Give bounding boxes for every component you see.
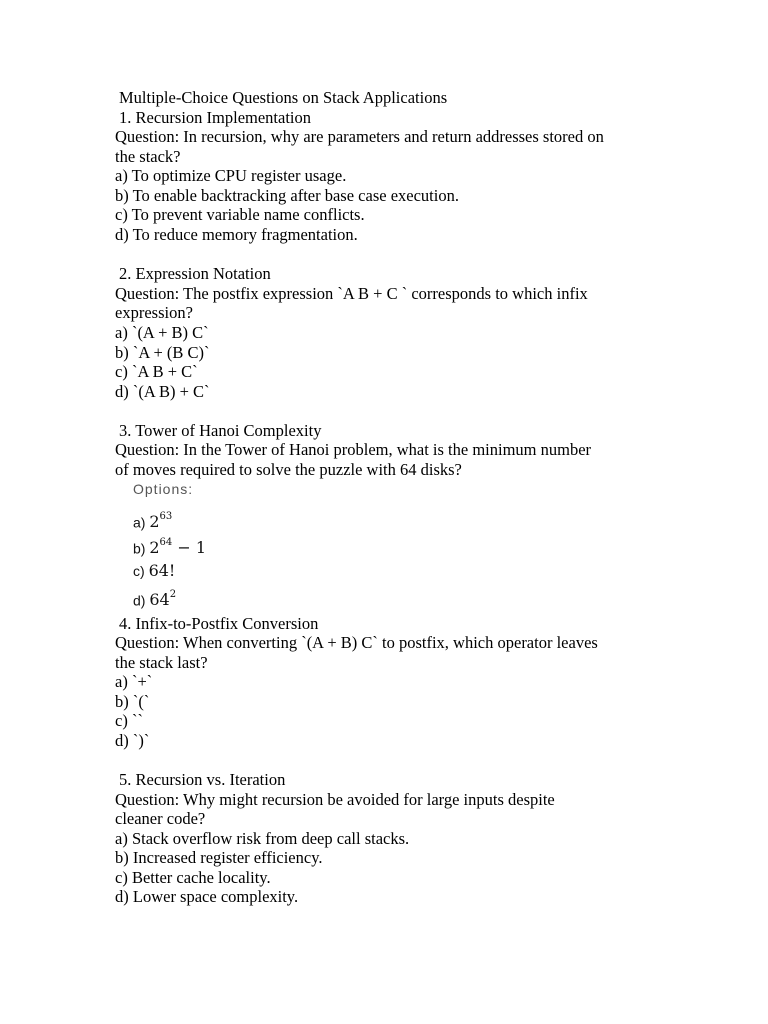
q2-question-line1: Question: The postfix expression `A B + C ` corresponds to which infix	[115, 284, 588, 303]
q3-options-label-cutoff: Options:	[133, 481, 194, 497]
q3-option-b	[133, 535, 206, 558]
q2-question-line2: expression?	[115, 303, 193, 322]
q3-option-c	[133, 561, 175, 581]
q1-question-line1: Question: In recursion, why are parameters and return addresses stored on	[115, 127, 604, 146]
q3-option-d	[133, 587, 176, 610]
q4-question-line1: Question: When converting `(A + B) C` to postfix, which operator leaves	[115, 633, 598, 652]
q4-option-d: d) `)`	[115, 731, 150, 750]
q3-heading: 3. Tower of Hanoi Complexity	[119, 421, 322, 440]
q1-option-b: b) To enable backtracking after base case execution.	[115, 186, 459, 205]
q2-option-b: b) `A + (B C)`	[115, 343, 210, 362]
q1-heading: 1. Recursion Implementation	[119, 108, 311, 127]
q3-option-b-expr: $2^{64} - 1$	[149, 537, 207, 558]
q5-question-line2: cleaner code?	[115, 809, 206, 828]
q2-heading: 2. Expression Notation	[119, 264, 271, 283]
q1-option-c: c) To prevent variable name conflicts.	[115, 205, 365, 224]
q3-option-c-label: c)	[133, 563, 145, 579]
q5-option-b: b) Increased register efficiency.	[115, 848, 323, 867]
q5-option-d: d) Lower space complexity.	[115, 887, 299, 906]
q3-question-line1: Question: In the Tower of Hanoi problem, what is the minimum number	[115, 440, 592, 459]
q4-option-a: a) `+`	[115, 672, 153, 691]
q3-question-line2: of moves required to solve the puzzle with 64 disks?	[115, 460, 462, 479]
q3-option-c-expr: 64!	[148, 561, 176, 580]
q4-option-c: c) ``	[115, 711, 143, 730]
q3-option-a-expr: $2^{63}$	[149, 511, 173, 532]
q1-question-line2: the stack?	[115, 147, 181, 166]
q3-option-a	[133, 509, 172, 532]
q3-option-b-label: b)	[133, 540, 146, 557]
document-title: Multiple-Choice Questions on Stack Applications	[119, 88, 448, 107]
q5-option-a: a) Stack overflow risk from deep call stacks.	[115, 829, 410, 848]
q4-option-b: b) `(`	[115, 692, 150, 711]
q2-option-a: a) `(A + B) C`	[115, 323, 209, 342]
q3-option-a-label: a)	[133, 514, 146, 531]
q5-option-c: c) Better cache locality.	[115, 868, 271, 887]
q4-question-line2: the stack last?	[115, 653, 208, 672]
q1-option-a: a) To optimize CPU register usage.	[115, 166, 347, 185]
q1-option-d: d) To reduce memory fragmentation.	[115, 225, 358, 244]
q4-heading: 4. Infix-to-Postfix Conversion	[119, 614, 319, 633]
q5-question-line1: Question: Why might recursion be avoided for large inputs despite	[115, 790, 555, 809]
q2-option-d: d) `(A B) + C`	[115, 382, 210, 401]
q3-option-d-expr: $64^2$	[149, 589, 177, 610]
q2-option-c: c) `A B + C`	[115, 362, 198, 381]
q5-heading: 5. Recursion vs. Iteration	[119, 770, 286, 789]
q3-option-d-label: d)	[133, 592, 146, 609]
